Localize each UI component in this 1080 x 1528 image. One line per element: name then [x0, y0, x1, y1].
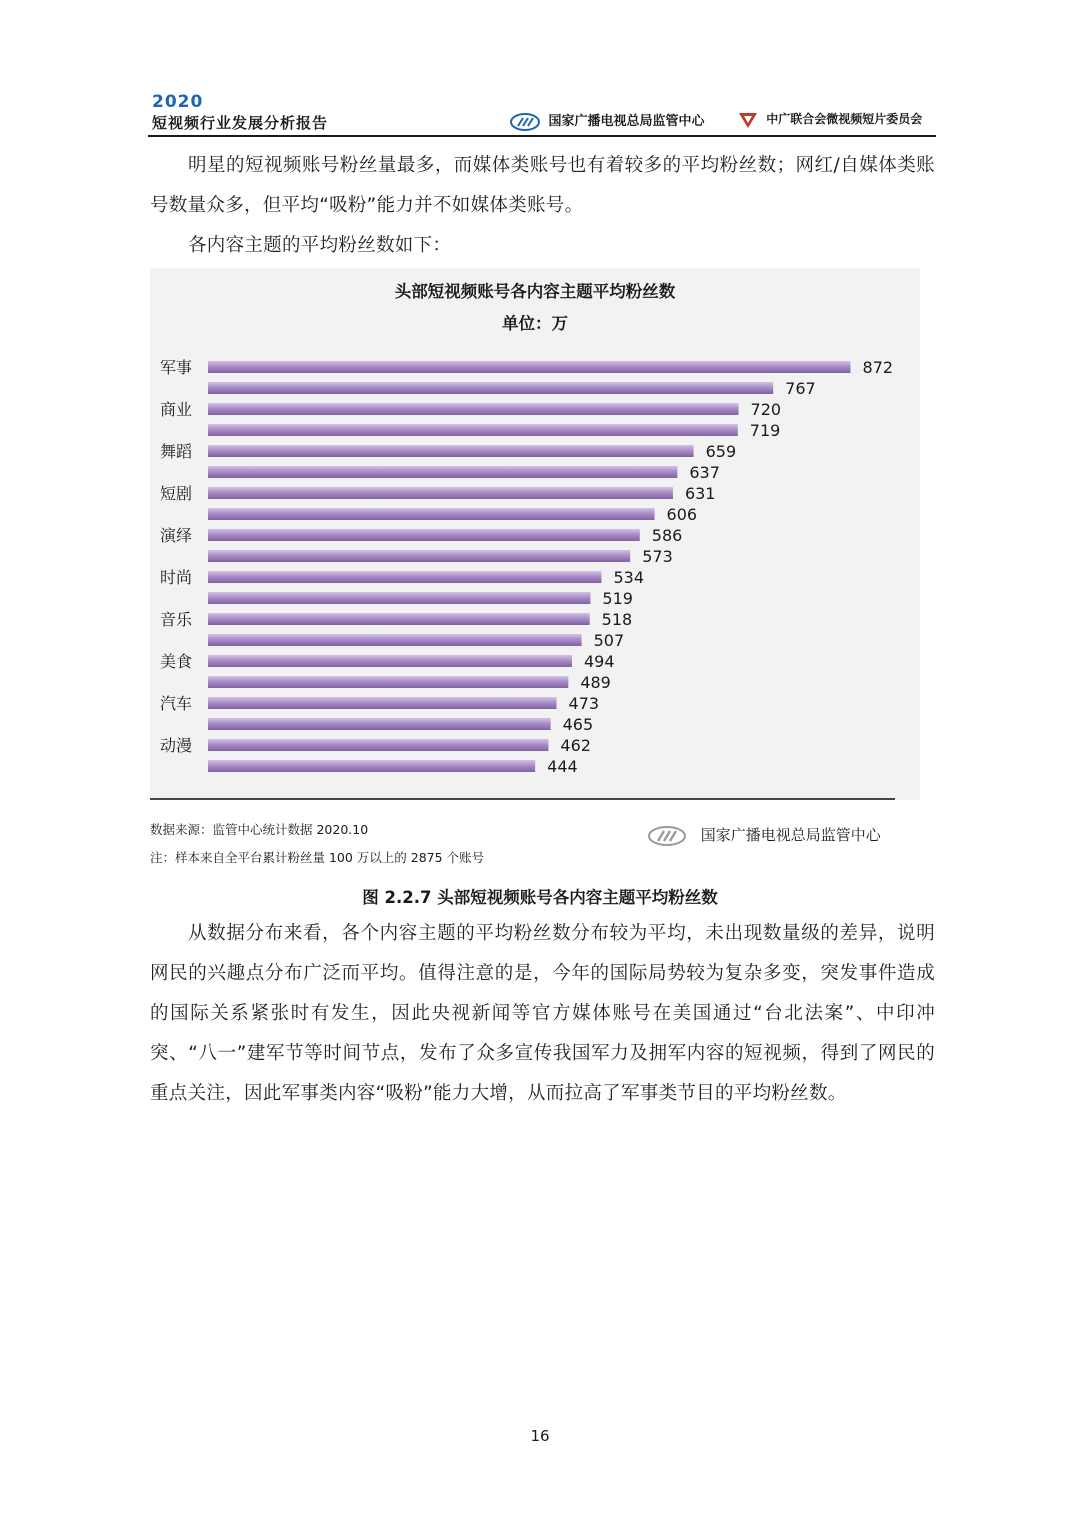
bar-16 [208, 697, 557, 709]
bar-4 [208, 445, 694, 457]
monitoring-center-logo-icon [648, 826, 686, 846]
header-title: 短视频行业发展分析报告 [152, 114, 329, 132]
chart-title: 头部短视频账号各内容主题平均粉丝数 [394, 282, 676, 301]
category-label: 动漫 [160, 736, 193, 755]
bar-value-label: 631 [684, 484, 716, 503]
category-label: 汽车 [160, 694, 193, 713]
page-header [148, 92, 936, 136]
bar-12 [208, 613, 590, 625]
bar-14 [208, 655, 572, 667]
chart-note: 注：样本来自全平台累计粉丝量 100 万以上的 2875 个账号 [150, 850, 485, 865]
category-label: 音乐 [160, 610, 193, 629]
page-number: 16 [530, 1427, 550, 1445]
header-org [510, 110, 705, 131]
bar-value-label: 659 [705, 442, 737, 461]
category-label: 舞蹈 [160, 442, 193, 461]
analysis-paragraph: 从数据分布来看，各个内容主题的平均粉丝数分布较为平均，未出现数量级的差异，说明网民的兴趣点分布广泛而平均。值得注意的是，今年的国际局势较为复杂多变，突发事件造成的国际关系紧张时有发生，因此央视新闻等官方媒体账号在美国通过“台北法案”、中印冲突、“八一”建军节等时间节点，发布了众多宣传我国军力及拥军内容的短视频，得到了网民的重点关注，因此军事类内容“吸粉”能力大增，从而拉高了军事类节目的平均粉丝数。 [150, 923, 935, 1104]
chart-plot [150, 268, 920, 800]
bar-13 [208, 634, 582, 646]
bar-value-label: 465 [562, 715, 594, 734]
bar-value-label: 462 [560, 736, 591, 755]
bar-value-label: 494 [584, 652, 615, 671]
bar-value-label: 473 [568, 694, 600, 713]
bar-15 [208, 676, 568, 688]
bar-value-label: 586 [651, 526, 683, 545]
figure-caption: 图 2.2.7 头部短视频账号各内容主题平均粉丝数 [362, 888, 718, 907]
bar-value-label: 606 [666, 505, 698, 524]
monitoring-center-logo-icon [510, 113, 540, 131]
bar-value-label: 719 [749, 421, 781, 440]
bar-9 [208, 550, 630, 562]
bar-6 [208, 487, 673, 499]
bar-value-label: 534 [613, 568, 645, 587]
category-label: 军事 [160, 358, 193, 377]
header-org-name: 国家广播电视总局监管中心 [548, 114, 705, 129]
bar-value-label: 767 [785, 379, 816, 398]
source-org-name: 国家广播电视总局监管中心 [700, 826, 881, 844]
bar-value-label: 507 [593, 631, 625, 650]
intro-paragraph: 明星的短视频账号粉丝量最多，而媒体类账号也有着较多的平均粉丝数；网红/自媒体类账号数量众多，但平均“吸粉”能力并不如媒体类账号。 [150, 155, 935, 216]
bar-17 [208, 718, 551, 730]
bar-18 [208, 739, 548, 751]
header-year: 2020 [152, 92, 204, 112]
bar-10 [208, 571, 601, 583]
bar-value-label: 573 [642, 547, 673, 566]
bar-value-label: 519 [602, 589, 633, 608]
bar-value-label: 720 [750, 400, 782, 419]
bar-value-label: 872 [862, 358, 894, 377]
bar-value-label: 489 [580, 673, 611, 692]
bar-0 [208, 361, 851, 373]
chart-axis-line [150, 798, 895, 800]
chart-unit: 单位：万 [502, 314, 568, 333]
bar-5 [208, 466, 677, 478]
category-label: 商业 [160, 400, 193, 419]
bar-1 [208, 382, 773, 394]
lead-paragraph: 各内容主题的平均粉丝数如下： [188, 235, 452, 256]
bar-7 [208, 508, 655, 520]
bar-value-label: 518 [601, 610, 633, 629]
category-label: 短剧 [160, 484, 193, 503]
header-divider [148, 135, 936, 137]
header-committee [738, 110, 922, 129]
header-committee-name: 中广联合会微视频短片委员会 [766, 112, 923, 126]
bar-2 [208, 403, 739, 415]
bar-value-label: 637 [689, 463, 720, 482]
bar-11 [208, 592, 590, 604]
bar-8 [208, 529, 640, 541]
category-label: 时尚 [160, 568, 193, 587]
bar-19 [208, 760, 535, 772]
bar-chart [150, 268, 920, 800]
bar-value-label: 444 [547, 757, 578, 776]
bar-3 [208, 424, 738, 436]
chart-source: 数据来源：监管中心统计数据 2020.10 [150, 822, 369, 837]
committee-logo-icon [738, 111, 758, 129]
source-org [648, 824, 881, 846]
category-label: 美食 [160, 652, 193, 671]
category-label: 演绎 [160, 526, 193, 545]
